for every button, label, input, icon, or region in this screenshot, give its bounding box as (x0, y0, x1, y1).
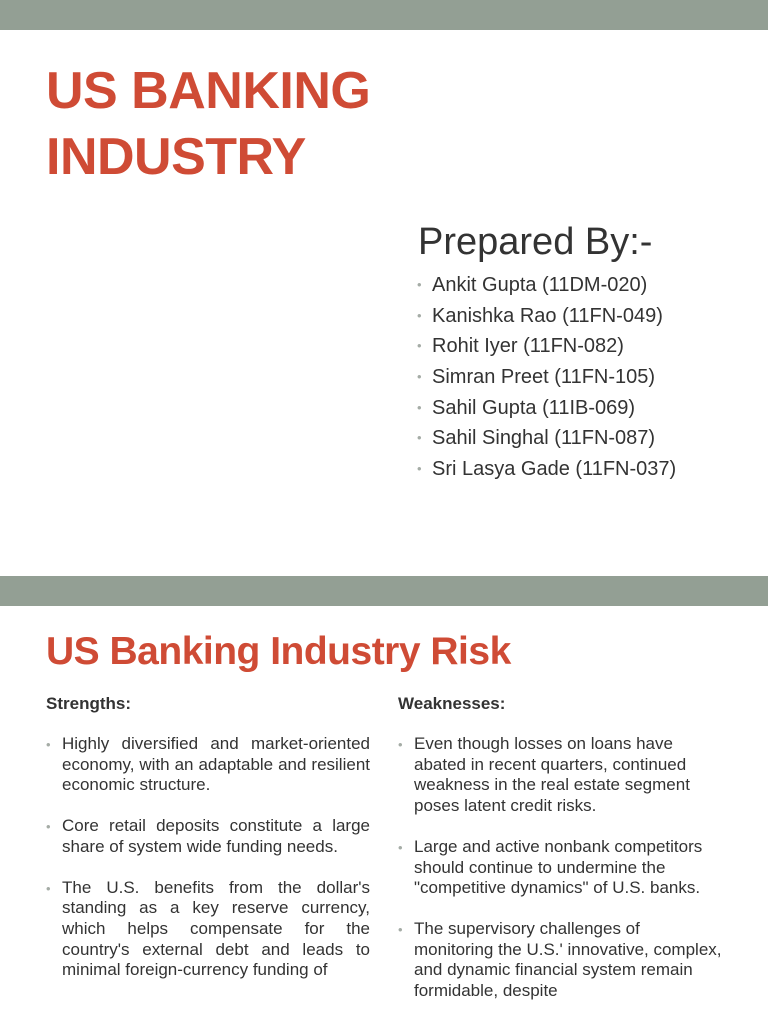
bullet-icon: • (46, 819, 51, 835)
bullet-icon: • (46, 880, 51, 896)
risk-slide (0, 606, 768, 1024)
slide-title: US Banking Industry Risk (46, 630, 511, 673)
bullet-icon: • (46, 737, 51, 752)
bullet-icon: • (417, 399, 422, 415)
weaknesses-list (398, 734, 722, 1002)
list-item: • The U.S. benefits from the dollar's standing as a key reserve currency, which helps compensate for the country's external debt and leads to minimal foreign-currency funding of (46, 877, 370, 980)
header-band (0, 0, 768, 30)
strengths-heading: Strengths: (46, 694, 131, 713)
list-item: • Sahil Gupta (11IB-069) (417, 393, 676, 424)
list-item: • Sahil Singhal (11FN-087) (417, 423, 676, 454)
title-slide (0, 30, 768, 576)
slide-title: US BANKING INDUSTRY (46, 62, 371, 186)
list-item: • Large and active nonbank competitors should continue to undermine the "competitive dynamics" of U.S. banks. (398, 836, 703, 898)
list-item: • Rohit Iyer (11FN-082) (417, 331, 676, 362)
slide-divider-band (0, 576, 768, 606)
list-item: • Even though losses on loans have abated in recent quarters, continued weakness in the real estate segment poses latent credit risks. (398, 734, 690, 816)
list-item: • Simran Preet (11FN-105) (417, 362, 676, 393)
weaknesses-column (398, 692, 722, 1022)
prepared-by-heading: Prepared By:- (418, 221, 653, 263)
bullet-icon: • (398, 921, 403, 937)
list-item: • Sri Lasya Gade (11FN-037) (417, 454, 676, 485)
bullet-icon: • (417, 461, 422, 477)
list-item: • Kanishka Rao (11FN-049) (417, 301, 676, 332)
bullet-icon: • (398, 737, 403, 752)
bullet-icon: • (398, 839, 403, 855)
weaknesses-heading: Weaknesses: (398, 694, 506, 713)
bullet-icon: • (417, 307, 422, 323)
list-item: • Ankit Gupta (11DM-020) (417, 270, 676, 301)
list-item: • The supervisory challenges of monitoring the U.S.' innovative, complex, and dynamic financial system remain formidable, despite (398, 918, 722, 1001)
bullet-icon: • (417, 369, 422, 385)
bullet-icon: • (417, 338, 422, 354)
members-list (417, 270, 676, 485)
bullet-icon: • (417, 430, 422, 446)
strengths-column (46, 692, 370, 1001)
list-item: • Highly diversified and market-oriented economy, with an adaptable and resilient economic structure. (46, 734, 370, 795)
bullet-icon: • (417, 277, 422, 292)
strengths-list (46, 734, 370, 981)
list-item: • Core retail deposits constitute a large share of system wide funding needs. (46, 816, 370, 856)
